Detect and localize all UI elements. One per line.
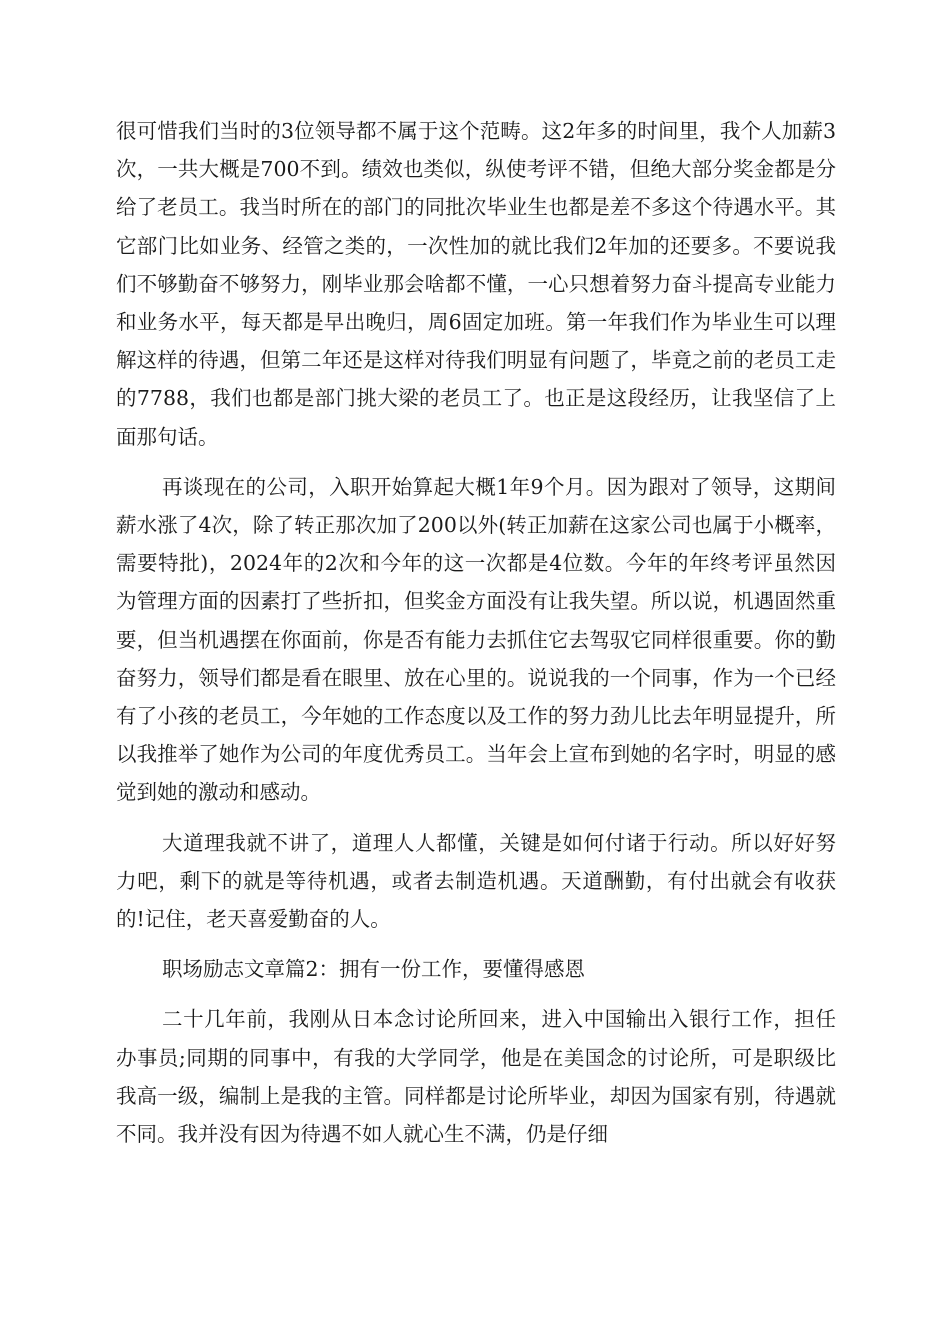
paragraph-3: 大道理我就不讲了，道理人人都懂，关键是如何付诸于行动。所以好好努力吧，剩下的就是等待机遇，或者去制造机遇。天道酬勤，有付出就会有收获的!记住，老天喜爱勤奋的人。 xyxy=(116,830,836,932)
article-heading: 职场励志文章篇2：拥有一份工作，要懂得感恩 xyxy=(162,957,586,982)
document-body xyxy=(116,112,836,1165)
paragraph-2: 再谈现在的公司，入职开始算起大概1年9个月。因为跟对了领导，这期间薪水涨了4次，除了转正那次加了200以外(转正加薪在这家公司也属于小概率，需要特批)，2024年的2次和今年的这一次都是4位数。今年的年终考评虽然因为管理方面的因素打了些折扣，但奖金方面没有让我失望。所以说，机遇固然重要，但当机遇摆在你面前，你是否有能力去抓住它去驾驭它同样很重要。你的勤奋努力，领导们都是看在眼里、放在心里的。说说我的一个同事，作为一个已经有了小孩的老员工，今年她的工作态度以及工作的努力劲儿比去年明显提升，所以我推举了她作为公司的年度优秀员工。当年会上宣布到她的名字时，明显的感觉到她的激动和感动。 xyxy=(116,474,836,805)
paragraph-1: 很可惜我们当时的3位领导都不属于这个范畴。这2年多的时间里，我个人加薪3次，一共大概是700不到。绩效也类似，纵使考评不错，但绝大部分奖金都是分给了老员工。我当时所在的部门的同批次毕业生也都是差不多这个待遇水平。其它部门比如业务、经管之类的，一次性加的就比我们2年加的还要多。不要说我们不够勤奋不够努力，刚毕业那会啥都不懂，一心只想着努力奋斗提高专业能力和业务水平，每天都是早出晚归，周6固定加班。第一年我们作为毕业生可以理解这样的待遇，但第二年还是这样对待我们明显有问题了，毕竟之前的老员工走的7788，我们也都是部门挑大梁的老员工了。也正是这段经历，让我坚信了上面那句话。 xyxy=(116,119,836,449)
paragraph-4: 二十几年前，我刚从日本念讨论所回来，进入中国输出入银行工作，担任办事员;同期的同事中，有我的大学同学，他是在美国念的讨论所，可是职级比我高一级，编制上是我的主管。同样都是讨论所毕业，却因为国家有别，待遇就不同。我并没有因为待遇不如人就心生不满，仍是仔细 xyxy=(116,1007,836,1147)
